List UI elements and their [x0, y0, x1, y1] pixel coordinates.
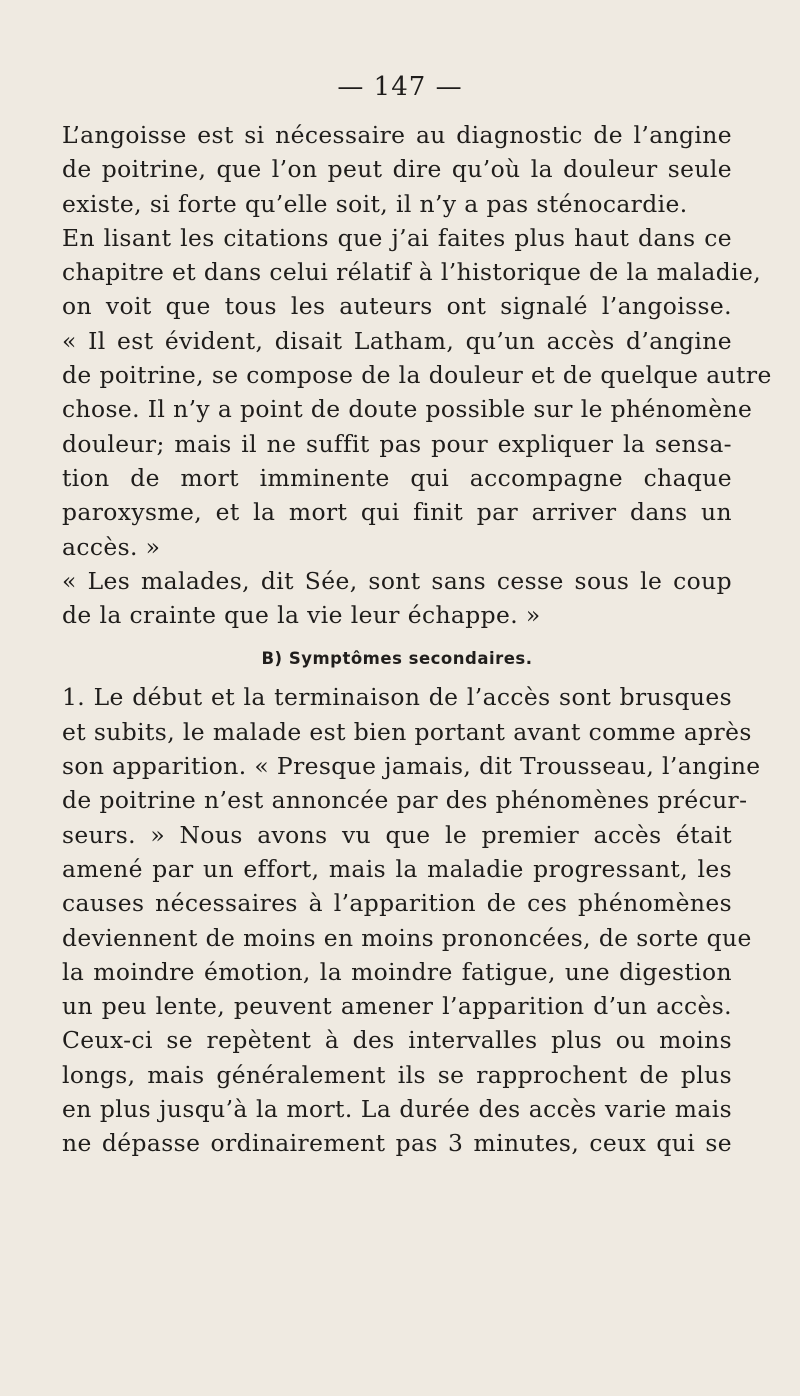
text-line: seurs. » Nous avons vu que le premier accès était	[62, 820, 732, 849]
text-line: chose. Il n’y a point de doute possible sur le phénomène	[62, 395, 753, 424]
text-line: deviennent de moins en moins prononcées, de sorte que	[62, 923, 752, 952]
text-line: accès. »	[62, 532, 161, 561]
text-line: L’angoisse est si nécessaire au diagnostic de l’angine	[62, 121, 732, 149]
text-line: amené par un effort, mais la maladie progressant, les	[62, 854, 732, 883]
text-section-symptomes	[62, 680, 761, 1160]
text-line: en plus jusqu’à la mort. La durée des accès varie mais	[62, 1095, 732, 1124]
text-line: existe, si forte qu’elle soit, il n’y a pas sténocardie.	[62, 189, 688, 218]
text-line: et subits, le malade est bien portant avant comme après	[62, 717, 752, 746]
section-heading: B) Symptômes secondaires.	[261, 649, 533, 669]
text-line: Ceux-ci se repètent à des intervalles plus ou moins	[62, 1026, 732, 1055]
text-line: « Il est évident, disait Latham, qu’un accès d’angine	[62, 326, 732, 355]
text-line: 1. Le début et la terminaison de l’accès sont brusques	[62, 683, 732, 712]
text-line: de la crainte que la vie leur échappe. »	[62, 601, 541, 630]
text-line: En lisant les citations que j’ai faites plus haut dans ce	[62, 223, 732, 252]
text-line: causes nécessaires à l’apparition de ces phénomènes	[62, 889, 732, 918]
text-section-angoisse	[62, 118, 772, 632]
text-line: douleur; mais il ne suffit pas pour expliquer la sensa-	[62, 429, 732, 458]
text-line: paroxysme, et la mort qui finit par arriver dans un	[62, 498, 732, 527]
text-line: ne dépasse ordinairement pas 3 minutes, ceux qui se	[62, 1129, 732, 1158]
text-line: de poitrine, se compose de la douleur et de quelque autre	[62, 361, 772, 390]
text-line: tion de mort imminente qui accompagne chaque	[62, 463, 732, 492]
text-line: un peu lente, peuvent amener l’apparition d’un accès.	[62, 992, 732, 1021]
text-line: de poitrine, que l’on peut dire qu’où la douleur seule	[62, 155, 732, 184]
text-line: « Les malades, dit Sée, sont sans cesse sous le coup	[62, 566, 732, 595]
body-text	[62, 118, 772, 1161]
page-number: — 147 —	[337, 72, 463, 102]
text-line: de poitrine n’est annoncée par des phénomènes précur-	[62, 786, 748, 815]
text-line: on voit que tous les auteurs ont signalé l’angoisse.	[62, 292, 732, 321]
text-line: son apparition. « Presque jamais, dit Trousseau, l’angine	[62, 752, 761, 781]
text-line: chapitre et dans celui rélatif à l’historique de la maladie,	[62, 258, 762, 287]
text-line: la moindre émotion, la moindre fatigue, une digestion	[62, 957, 732, 986]
text-line: longs, mais généralement ils se rapprochent de plus	[62, 1060, 732, 1089]
